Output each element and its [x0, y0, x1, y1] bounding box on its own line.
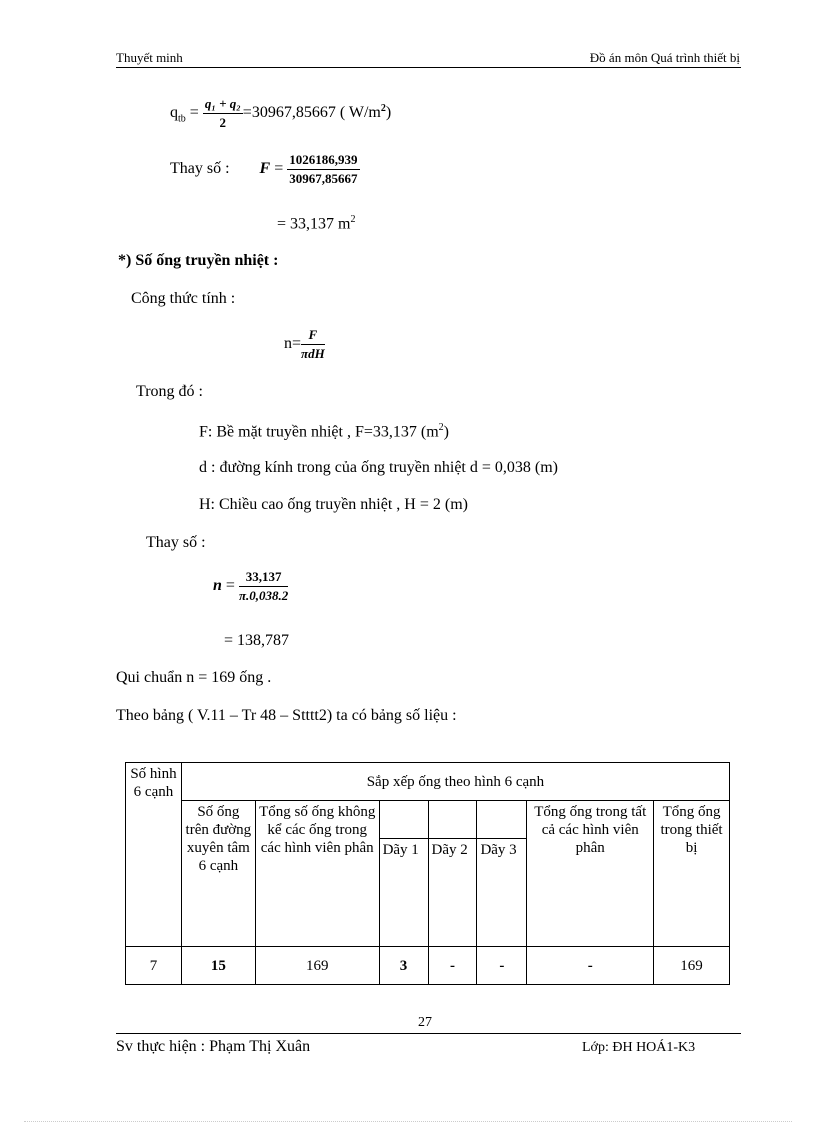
eq2-fraction	[287, 152, 359, 187]
eq5-var: n	[213, 577, 222, 595]
col-row3-header: Dãy 3	[477, 839, 527, 947]
footer-right: Lớp: ĐH HOÁ1-K3	[582, 1040, 696, 1055]
equation-n-subst	[213, 569, 288, 604]
cell-total-device: 169	[654, 947, 730, 985]
where-label: Trong đó :	[136, 383, 203, 400]
definition-d: d : đường kính trong của ống truyền nhiệt d = 0,038 (m)	[199, 459, 558, 476]
eq4-lhs: n=	[284, 335, 302, 353]
cell-diagonal: 15	[181, 947, 255, 985]
eq2-label: Thay số :	[170, 160, 230, 178]
header-rule	[116, 67, 741, 68]
col-diagonal-header: Số ống trên đường xuyên tâm 6 cạnh	[181, 801, 255, 947]
col-total-seg-header: Tổng ống trong tất cả các hình viên phân	[527, 801, 654, 947]
def-F-sup: 2	[438, 422, 444, 433]
cell-row2: -	[428, 947, 477, 985]
eq1-lhs: q	[170, 104, 178, 122]
page-number: 27	[418, 1015, 432, 1030]
equation-q-tb	[170, 96, 391, 131]
row1-top-cell	[379, 801, 428, 839]
eq5-denominator: π.0,038.2	[238, 588, 289, 603]
eq5-numerator: 33,137	[239, 569, 288, 587]
standard-text: Qui chuẩn n = 169 ống .	[116, 669, 272, 686]
eq1-lhs-sub: tb	[178, 113, 186, 125]
eq2-denominator: 30967,85667	[289, 171, 358, 186]
group-header: Sắp xếp ống theo hình 6 cạnh	[181, 763, 729, 801]
cell-hex-count: 7	[126, 947, 182, 985]
cell-total-excl: 169	[255, 947, 379, 985]
def-F-text: F: Bề mặt truyền nhiệt , F=33,137 (m	[199, 423, 439, 441]
eq3-text: = 33,137 m	[277, 215, 351, 233]
eq4-numerator: F	[301, 327, 325, 345]
def-F-end: )	[443, 423, 449, 441]
eq1-denominator: 2	[219, 115, 227, 130]
hex-arrangement-table	[125, 762, 730, 985]
col-total-excl-header: Tổng số ống không kể các ống trong các hình viên phân	[255, 801, 379, 947]
formula-label: Công thức tính :	[131, 290, 236, 307]
eq2-numerator: 1026186,939	[287, 152, 359, 170]
eq5-equals: =	[225, 577, 235, 595]
col-hex-count-header: Số hình 6 cạnh	[126, 763, 182, 947]
eq5-fraction	[239, 569, 288, 604]
col-total-device-header: Tổng ống trong thiết bị	[654, 801, 730, 947]
footer-left: Sv thực hiện : Phạm Thị Xuân	[116, 1038, 311, 1055]
cell-row3: -	[477, 947, 527, 985]
eq1-rhs: =30967,85667 ( W/m	[242, 104, 381, 122]
eq3-sup: 2	[350, 214, 356, 225]
table-row	[126, 947, 730, 985]
eq1-numerator: q₁ + q₂	[203, 96, 243, 114]
equation-n-formula	[284, 327, 325, 362]
eq1-fraction	[203, 96, 243, 131]
substitution-label: Thay số :	[146, 534, 206, 551]
equation-F-result	[277, 214, 355, 233]
equation-F	[170, 152, 360, 187]
col-row1-header: Dãy 1	[379, 839, 428, 947]
eq1-rhs-sup: 2	[380, 102, 386, 114]
page-bottom-edge	[24, 1121, 792, 1122]
eq2-var: F	[259, 160, 271, 178]
table-intro: Theo bảng ( V.11 – Tr 48 – Stttt2) ta có bảng số liệu :	[116, 707, 457, 724]
cell-total-seg: -	[527, 947, 654, 985]
header-right: Đồ án môn Quá trình thiết bị	[589, 50, 740, 65]
row3-top-cell	[477, 801, 527, 839]
definition-F	[199, 422, 449, 441]
equation-n-result: = 138,787	[224, 632, 290, 649]
header-left: Thuyết minh	[116, 50, 183, 65]
definition-H: H: Chiều cao ống truyền nhiệt , H = 2 (m)	[199, 496, 468, 513]
cell-row1: 3	[379, 947, 428, 985]
col-row2-header: Dãy 2	[428, 839, 477, 947]
eq4-fraction	[301, 327, 325, 362]
eq1-equals: =	[189, 104, 199, 122]
row2-top-cell	[428, 801, 477, 839]
footer-rule	[116, 1033, 741, 1034]
section-title: *) Số ống truyền nhiệt :	[118, 252, 279, 269]
eq1-rhs-end: )	[385, 104, 392, 122]
eq4-denominator: πdH	[301, 346, 325, 361]
eq2-equals: =	[274, 160, 284, 178]
